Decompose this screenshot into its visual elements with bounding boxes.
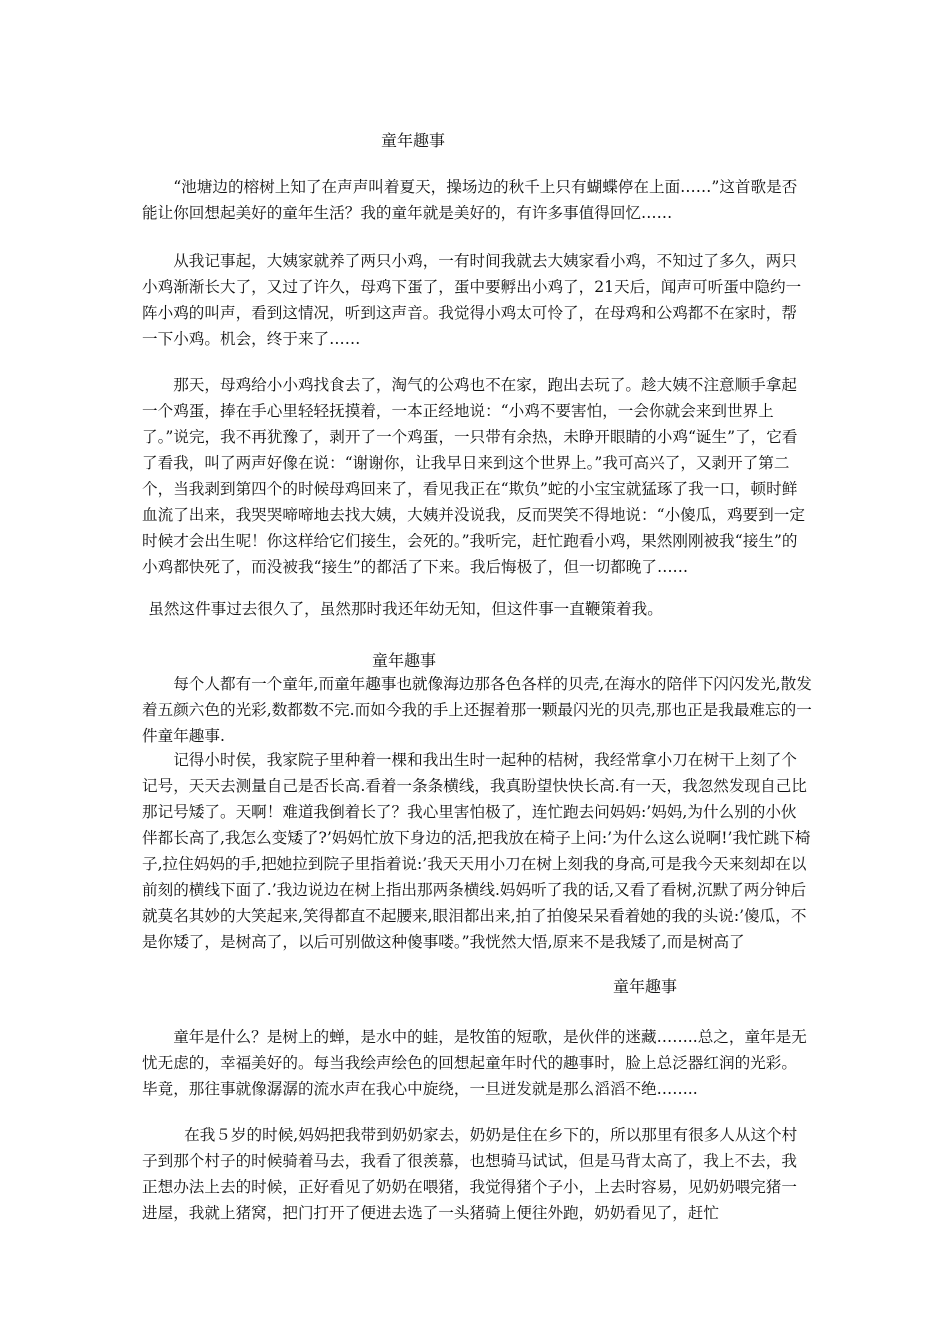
section3-paragraph-1	[142, 1024, 812, 1102]
paragraph-text: 从我记事起，大姨家就养了两只小鸡，一有时间我就去大姨家看小鸡，不知过了多久，两只小鸡渐渐长大了，又过了许久，母鸡下蛋了，蛋中要孵出小鸡了，21天后，闻声可听蛋中隐约一阵小鸡的叫声，看到这情况，听到这声音。我觉得小鸡太可怜了，在母鸡和公鸡都不在家时，帮一下小鸡。机会，终于来了……	[142, 252, 802, 348]
section1-paragraph-3	[142, 372, 812, 580]
paragraph-text: 童年是什么？是树上的蝉，是水中的蛙，是牧笛的短歌，是伙伴的迷藏……..总之，童年是无忧无虑的，幸福美好的。每当我绘声绘色的回想起童年时代的趣事时，脸上总泛器红润的光彩。毕竟，那往事就像潺潺的流水声在我心中旋绕，一旦迸发就是那么滔滔不绝……..	[142, 1028, 807, 1098]
paragraph-text: 在我５岁的时候,妈妈把我带到奶奶家去，奶奶是住在乡下的，所以那里有很多人从这个村子到那个村子的时候骑着马去，我看了很羡慕，也想骑马试试，但是马背太高了，我上不去，我正想办法上去的时候，正好看见了奶奶在喂猪，我觉得猪个子小，上去时容易，见奶奶喂完猪一进屋，我就上猪窝，把门打开了便进去选了一头猪骑上便往外跑，奶奶看见了，赶忙	[142, 1126, 798, 1222]
section2-paragraph-2	[142, 747, 812, 955]
paragraph-text: 每个人都有一个童年,而童年趣事也就像海边那各色各样的贝壳,在海水的陪伴下闪闪发光,散发着五颜六色的光彩,数都数不完.而如今我的手上还握着那一颗最闪光的贝壳,那也正是我最难忘的一件童年趣事.	[142, 675, 812, 745]
section1-paragraph-4	[142, 596, 812, 622]
paragraph-text: 那天，母鸡给小小鸡找食去了，淘气的公鸡也不在家，跑出去玩了。趁大姨不注意顺手拿起一个鸡蛋，捧在手心里轻轻抚摸着，一本正经地说：“小鸡不要害怕，一会你就会来到世界上了。”说完，我不再犹豫了，剥开了一个鸡蛋，一只带有余热，未睁开眼睛的小鸡“诞生”了，它看了看我，叫了两声好像在说：“谢谢你，让我早日来到这个世界上。”我可高兴了，又剥开了第二个，当我剥到第四个的时候母鸡回来了，看见我正在“欺负”蛇的小宝宝就猛琢了我一口，顿时鲜血流了出来，我哭哭啼啼地去找大姨，大姨并没说我，反而哭笑不得地说：“小傻瓜，鸡要到一定时候才会出生呢！你这样给它们接生，会死的。”我听完，赶忙跑看小鸡，果然刚刚被我“接生”的小鸡都快死了，而没被我“接生”的都活了下来。我后悔极了，但一切都晚了……	[142, 376, 805, 576]
section3-paragraph-2	[142, 1122, 812, 1226]
section1-paragraph-1	[142, 174, 812, 226]
section1-title: 童年趣事	[381, 131, 446, 150]
paragraph-text: 虽然这件事过去很久了，虽然那时我还年幼无知，但这件事一直鞭策着我。	[148, 600, 663, 618]
section2-title: 童年趣事	[372, 651, 437, 670]
section2-paragraph-1	[142, 671, 812, 749]
section1-paragraph-2	[142, 248, 812, 352]
section3-title: 童年趣事	[613, 977, 678, 996]
paragraph-text: 记得小时侯，我家院子里种着一棵和我出生时一起种的桔树，我经常拿小刀在树干上刻了个记号，天天去测量自己是否长高.看着一条条横线，我真盼望快快长高.有一天，我忽然发现自己比那记号矮了。天啊！难道我倒着长了？我心里害怕极了，连忙跑去问妈妈:’妈妈,为什么别的小伙伴都长高了,我怎么变矮了?’妈妈忙放下身边的活,把我放在椅子上问:’为什么这么说啊!’我忙跳下椅子,拉住妈妈的手,把她拉到院子里指着说:’我天天用小刀在树上刻我的身高,可是我今天来刻却在以前刻的横线下面了.’我边说边在树上指出那两条横线.妈妈听了我的话,又看了看树,沉默了两分钟后就莫名其妙的大笑起来,笑得都直不起腰来,眼泪都出来,拍了拍傻呆呆看着她的我的头说:’傻瓜，不是你矮了，是树高了，以后可别做这种傻事喽。”我恍然大悟,原来不是我矮了,而是树高了	[142, 751, 811, 951]
paragraph-text: “池塘边的榕树上知了在声声叫着夏天，操场边的秋千上只有蝴蝶停在上面……”这首歌是否能让你回想起美好的童年生活？我的童年就是美好的，有许多事值得回忆……	[142, 178, 798, 222]
